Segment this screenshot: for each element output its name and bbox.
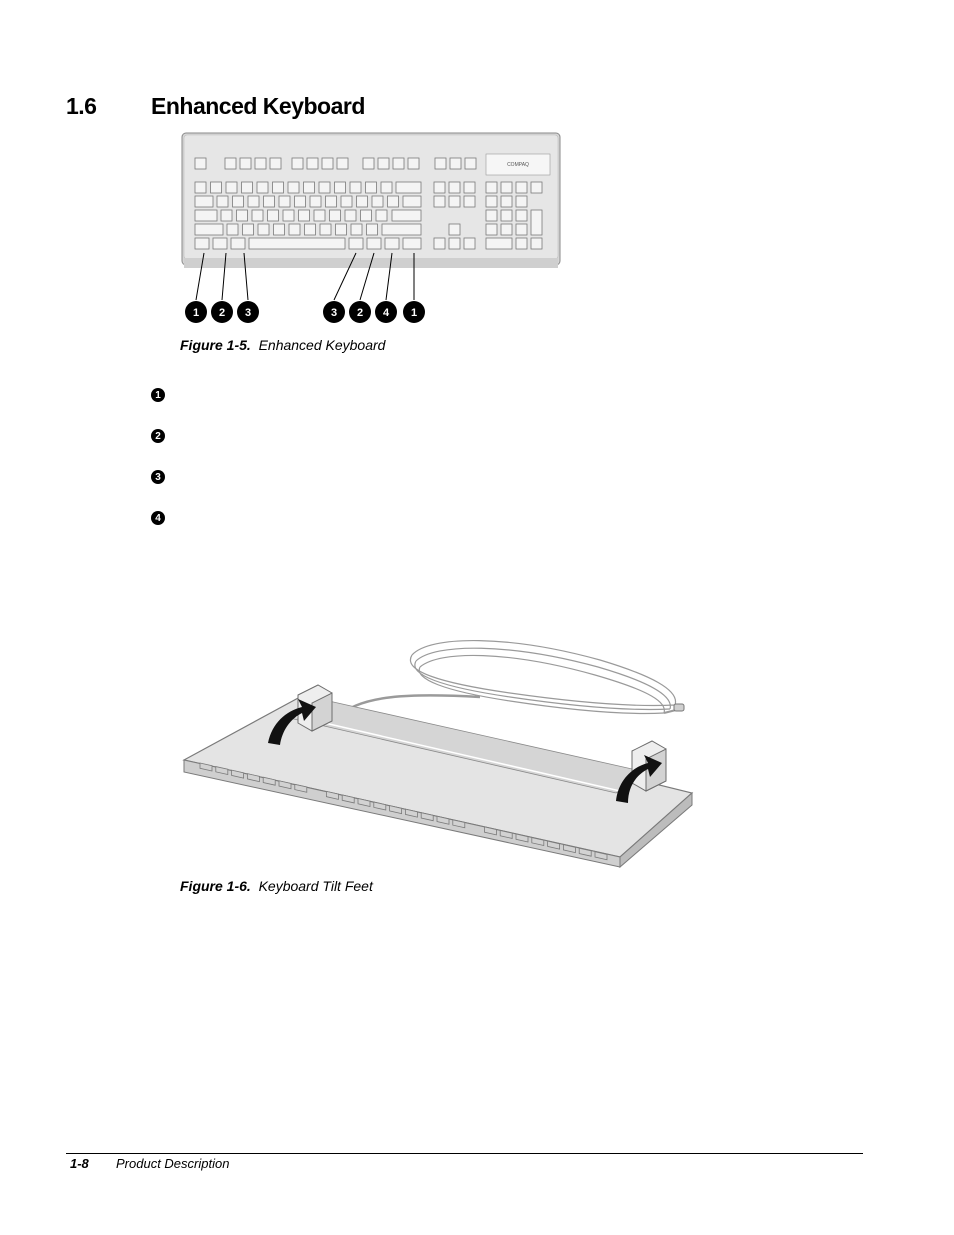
section-title: Enhanced Keyboard bbox=[151, 92, 365, 119]
keycap bbox=[531, 238, 542, 249]
coiled-cable bbox=[410, 641, 680, 714]
keycap bbox=[195, 210, 217, 221]
keycap bbox=[226, 182, 237, 193]
keycap bbox=[195, 158, 206, 169]
keycap bbox=[378, 158, 389, 169]
keycap bbox=[449, 224, 460, 235]
keycap bbox=[299, 210, 310, 221]
keycap bbox=[376, 210, 387, 221]
keycap bbox=[248, 196, 259, 207]
keycap bbox=[486, 224, 497, 235]
figure-label: Figure 1-6. bbox=[180, 878, 251, 894]
callout-marker-number: 2 bbox=[356, 307, 364, 319]
callout-number-badge: 1 bbox=[151, 388, 165, 402]
figure-title: Enhanced Keyboard bbox=[258, 337, 386, 353]
keycap bbox=[516, 182, 527, 193]
keycap bbox=[255, 158, 266, 169]
keycap bbox=[249, 238, 345, 249]
keycap bbox=[403, 238, 421, 249]
keycap bbox=[408, 158, 419, 169]
callout-number-badge: 2 bbox=[151, 429, 165, 443]
keyboard-illustration bbox=[180, 130, 565, 325]
keycap bbox=[195, 196, 213, 207]
callout-marker-number: 1 bbox=[410, 307, 418, 319]
keycap bbox=[310, 196, 321, 207]
keycap bbox=[243, 224, 254, 235]
keycap bbox=[516, 210, 527, 221]
keycap bbox=[195, 182, 206, 193]
keycap bbox=[273, 182, 284, 193]
keycap bbox=[240, 158, 251, 169]
keycap bbox=[326, 196, 337, 207]
keycap bbox=[434, 238, 445, 249]
footer-rule bbox=[66, 1153, 863, 1154]
section-number: 1.6 bbox=[66, 92, 97, 119]
keycap bbox=[288, 182, 299, 193]
keycap bbox=[434, 182, 445, 193]
keycap bbox=[516, 224, 527, 235]
keycap bbox=[270, 158, 281, 169]
keycap bbox=[233, 196, 244, 207]
keycap bbox=[361, 210, 372, 221]
keycap bbox=[464, 238, 475, 249]
keycap bbox=[268, 210, 279, 221]
keycap bbox=[381, 182, 392, 193]
callout-marker-number: 2 bbox=[218, 307, 226, 319]
callout-item bbox=[151, 426, 177, 446]
keycap bbox=[396, 182, 421, 193]
keyboard-tilt-feet-illustration bbox=[180, 635, 698, 870]
keycap bbox=[388, 196, 399, 207]
keycap bbox=[221, 210, 232, 221]
section-heading bbox=[66, 90, 365, 122]
keycap bbox=[314, 210, 325, 221]
keycap bbox=[351, 224, 362, 235]
cable-plug bbox=[674, 704, 684, 711]
keycap bbox=[335, 182, 346, 193]
keycap bbox=[237, 210, 248, 221]
keycap bbox=[367, 224, 378, 235]
figure-caption-2 bbox=[180, 878, 373, 894]
keycap bbox=[363, 158, 374, 169]
callout-item bbox=[151, 508, 177, 528]
keycap bbox=[217, 196, 228, 207]
keycap bbox=[464, 182, 475, 193]
keycap bbox=[465, 158, 476, 169]
callout-markers bbox=[185, 301, 425, 323]
keycap bbox=[450, 158, 461, 169]
keycap bbox=[319, 182, 330, 193]
keycap bbox=[435, 158, 446, 169]
callout-marker-number: 3 bbox=[330, 307, 338, 319]
keycap bbox=[336, 224, 347, 235]
keycap bbox=[211, 182, 222, 193]
keycap bbox=[345, 210, 356, 221]
keycap bbox=[486, 210, 497, 221]
keycap bbox=[350, 182, 361, 193]
keycap bbox=[349, 238, 363, 249]
page-number: 1-8 bbox=[70, 1156, 89, 1171]
callout-item bbox=[151, 467, 177, 487]
keycap bbox=[449, 196, 460, 207]
keycap bbox=[341, 196, 352, 207]
callout-marker-number: 4 bbox=[382, 307, 390, 319]
keycap bbox=[258, 224, 269, 235]
figure-caption-1 bbox=[180, 337, 385, 353]
keycap bbox=[357, 196, 368, 207]
keycap bbox=[225, 158, 236, 169]
callout-item bbox=[151, 385, 177, 405]
keycap bbox=[307, 158, 318, 169]
keycap bbox=[382, 224, 421, 235]
keycap bbox=[464, 196, 475, 207]
keycap bbox=[304, 182, 315, 193]
keycap bbox=[305, 224, 316, 235]
keycap bbox=[434, 196, 445, 207]
keycap bbox=[531, 182, 542, 193]
keycap bbox=[295, 196, 306, 207]
keycap bbox=[231, 238, 245, 249]
keycap bbox=[486, 196, 497, 207]
callout-marker-number: 3 bbox=[244, 307, 252, 319]
keycap bbox=[227, 224, 238, 235]
keycap bbox=[501, 210, 512, 221]
keycap bbox=[486, 182, 497, 193]
keycap bbox=[449, 182, 460, 193]
keycap bbox=[283, 210, 294, 221]
keycap bbox=[322, 158, 333, 169]
keycap bbox=[195, 238, 209, 249]
keycap bbox=[242, 182, 253, 193]
keycap bbox=[213, 238, 227, 249]
keycap bbox=[392, 210, 421, 221]
keycap bbox=[385, 238, 399, 249]
keycap bbox=[486, 238, 512, 249]
keycap bbox=[195, 224, 223, 235]
keycap bbox=[274, 224, 285, 235]
keycap bbox=[372, 196, 383, 207]
figure-title: Keyboard Tilt Feet bbox=[258, 878, 373, 894]
keycap bbox=[320, 224, 331, 235]
keycap bbox=[516, 196, 527, 207]
keycap bbox=[516, 238, 527, 249]
keycap bbox=[337, 158, 348, 169]
keycap bbox=[279, 196, 290, 207]
keycap bbox=[292, 158, 303, 169]
keycap bbox=[257, 182, 268, 193]
figure-label: Figure 1-5. bbox=[180, 337, 251, 353]
keycap bbox=[330, 210, 341, 221]
keycap bbox=[403, 196, 421, 207]
keycap bbox=[264, 196, 275, 207]
callout-marker-number: 1 bbox=[192, 307, 200, 319]
page-footer bbox=[70, 1156, 229, 1171]
keycap bbox=[531, 210, 542, 235]
keycap bbox=[366, 182, 377, 193]
brand-badge-text: COMPAQ bbox=[507, 162, 529, 168]
footer-title: Product Description bbox=[116, 1156, 230, 1171]
keycap bbox=[501, 196, 512, 207]
callout-number-badge: 3 bbox=[151, 470, 165, 484]
keycap bbox=[393, 158, 404, 169]
keycap bbox=[501, 224, 512, 235]
keycap bbox=[449, 238, 460, 249]
keycap bbox=[289, 224, 300, 235]
keycap bbox=[501, 182, 512, 193]
callout-number-badge: 4 bbox=[151, 511, 165, 525]
keycap bbox=[252, 210, 263, 221]
keycap bbox=[367, 238, 381, 249]
